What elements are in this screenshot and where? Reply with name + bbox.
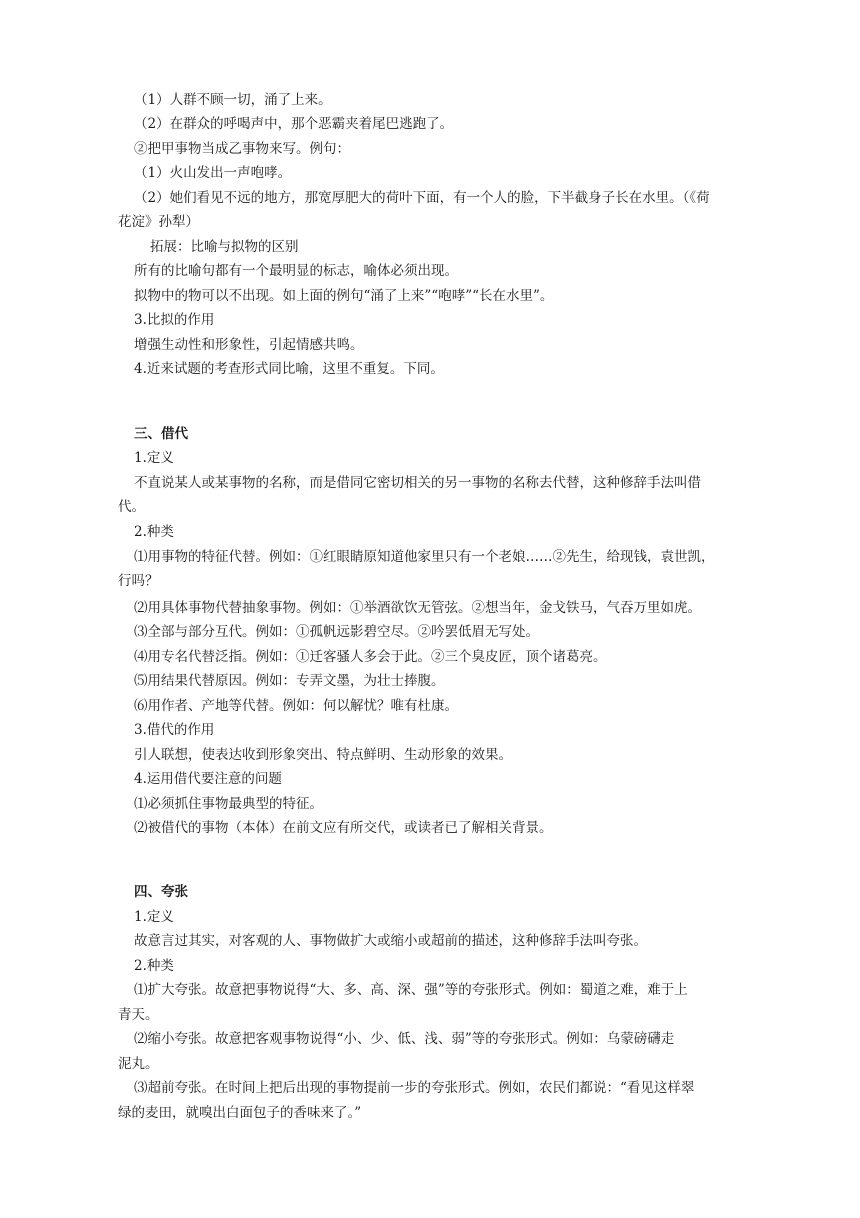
type-item-continued: 青天。 [118, 1007, 159, 1023]
subheading: 2.种类 [134, 524, 174, 540]
type-item: ⑵缩小夸张。故意把客观事物说得“小、少、低、浅、弱”等的夸张形式。例如：乌蒙磅礴走 [134, 1031, 675, 1047]
example-line-continued: 花淀》孙犁） [118, 214, 199, 230]
subheading: 1.定义 [134, 909, 174, 925]
paragraph: 4.近来试题的考查形式同比喻，这里不重复。下同。 [134, 361, 444, 377]
paragraph: 拟物中的物可以不出现。如上面的例句“涌了上来”“咆哮”“长在水里”。 [134, 288, 554, 304]
paragraph: 引人联想，使表达收到形象突出、特点鲜明、生动形象的效果。 [134, 747, 512, 763]
paragraph: 增强生动性和形象性，引起情感共鸣。 [134, 337, 364, 353]
type-item: ⑵用具体事物代替抽象事物。例如：①举酒欲饮无管弦。②想当年，金戈铁马，气吞万里如虎。 [134, 600, 701, 616]
paragraph: 故意言过其实，对客观的人、事物做扩大或缩小或超前的描述，这种修辞手法叫夸张。 [134, 933, 647, 949]
example-line: （2）在群众的呼喝声中，那个恶霸夹着尾巴逃跑了。 [134, 116, 454, 132]
example-line: （1）人群不顾一切，涌了上来。 [134, 92, 332, 108]
subheading: 3.借代的作用 [134, 722, 215, 738]
type-item-continued: 泥丸。 [118, 1056, 159, 1072]
type-item-continued: 行吗？ [118, 573, 159, 589]
type-item: ⑶超前夸张。在时间上把后出现的事物提前一步的夸张形式。例如，农民们都说：“看见这样翠 [134, 1080, 695, 1096]
type-item: ⑶全部与部分互代。例如：①孤帆远影碧空尽。②吟罢低眉无写处。 [134, 624, 539, 640]
type-item: ⑸用结果代替原因。例如：专弄文墨，为壮士捧腹。 [134, 673, 445, 689]
example-line: （2）她们看见不远的地方，那宽厚肥大的荷叶下面，有一个人的脸，下半截身子长在水里。（《荷 [134, 190, 710, 206]
paragraph: 所有的比喻句都有一个最明显的标志，喻体必须出现。 [134, 263, 458, 279]
type-item: ⑷用专名代替泛指。例如：①迁客骚人多会于此。②三个臭皮匠，顶个诸葛亮。 [134, 649, 607, 665]
subheading: 3.比拟的作用 [134, 312, 215, 328]
paragraph: 不直说某人或某事物的名称，而是借同它密切相关的另一事物的名称去代替，这种修辞手法叫借 [134, 475, 701, 491]
subheading: 4.运用借代要注意的问题 [134, 771, 282, 787]
type-item: ②把甲事物当成乙事物来写。例句： [134, 141, 350, 157]
list-item: ⑵被借代的事物（本体）在前文应有所交代，或读者已了解相关背景。 [134, 820, 553, 836]
type-item-continued: 绿的麦田，就嗅出白面包子的香味来了。” [118, 1105, 362, 1121]
subheading: 1.定义 [134, 450, 174, 466]
list-item: ⑴必须抓住事物最典型的特征。 [134, 796, 323, 812]
paragraph-continued: 代。 [118, 499, 145, 515]
section-heading: 三、借代 [134, 426, 188, 442]
type-item: ⑹用作者、产地等代替。例如：何以解忧？唯有杜康。 [134, 698, 458, 714]
type-item: ⑴扩大夸张。故意把事物说得“大、多、高、深、强”等的夸张形式。例如：蜀道之难，难于上 [134, 982, 688, 998]
subheading: 2.种类 [134, 958, 174, 974]
extension-title: 拓展：比喻与拟物的区别 [150, 239, 299, 255]
type-item: ⑴用事物的特征代替。例如：①红眼睛原知道他家里只有一个老娘……②先生，给现钱，袁世凯， [134, 549, 715, 565]
section-heading: 四、夸张 [134, 884, 188, 900]
example-line: （1）火山发出一声咆哮。 [134, 165, 292, 181]
